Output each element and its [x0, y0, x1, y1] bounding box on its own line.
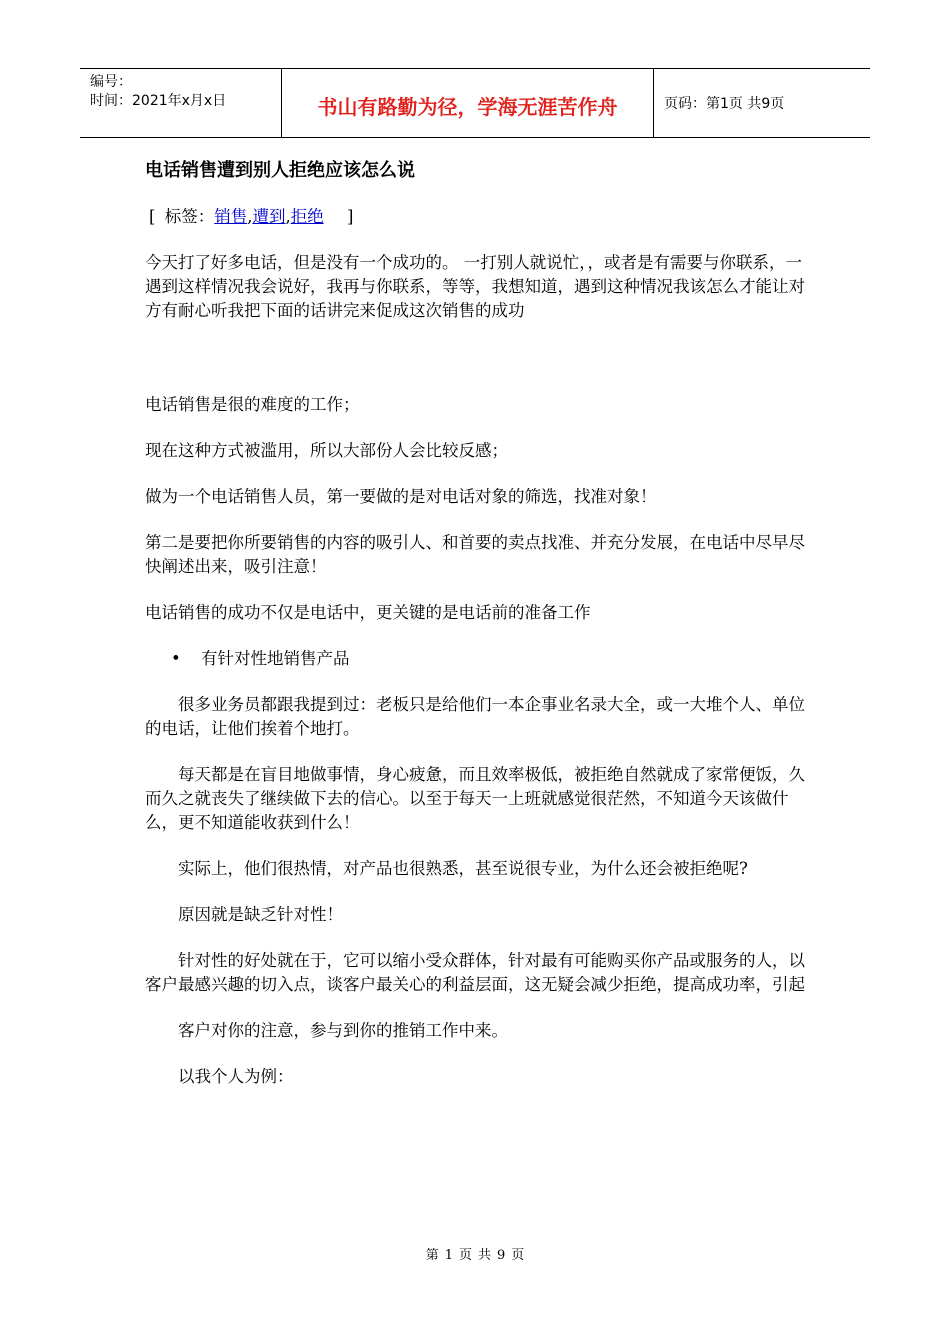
- paragraph-1: 电话销售是很的难度的工作；: [145, 395, 360, 414]
- article-title: 电话销售遭到别人拒绝应该怎么说: [145, 160, 415, 181]
- indented-paragraph-5: 针对性的好处就在于，它可以缩小受众群体，针对最有可能购买你产品或服务的人，以客户最感兴趣的切入点，谈客户最关心的利益层面，这无疑会减少拒绝，提高成功率，引起: [145, 951, 805, 994]
- article-body: [145, 155, 810, 1111]
- paragraph-4: 第二是要把你所要销售的内容的吸引人、和首要的卖点找准、并充分发展，在电话中尽早尽快阐述出来，吸引注意！: [145, 533, 805, 576]
- indented-paragraph-1: 很多业务员都跟我提到过：老板只是给他们一本企事业名录大全，或一大堆个人、单位的电话，让他们挨着个地打。: [145, 695, 805, 738]
- footer-gong: 共: [478, 1248, 492, 1263]
- tags-label: 标签：: [164, 207, 215, 226]
- indented-paragraph-6: 客户对你的注意，参与到你的推销工作中来。: [178, 1021, 508, 1040]
- header-page-label: 页码：第1页 共9页: [664, 96, 785, 112]
- bullet-dot: •: [171, 649, 181, 668]
- indented-paragraph-4: 原因就是缺乏针对性！: [178, 905, 343, 924]
- footer-ye2: 页: [511, 1248, 525, 1263]
- page-header: [80, 68, 870, 138]
- tag-link-encounter[interactable]: 遭到: [252, 207, 286, 226]
- indented-paragraph-7: 以我个人为例：: [178, 1067, 294, 1086]
- time-label: 时间：2021年x月x日: [90, 93, 227, 109]
- footer-page-number: 1: [444, 1248, 453, 1263]
- indented-paragraph-3: 实际上，他们很热情，对产品也很熟悉，甚至说很专业，为什么还会被拒绝呢?: [178, 859, 748, 878]
- page-footer: [0, 1244, 950, 1263]
- indented-paragraph-2: 每天都是在盲目地做事情，身心疲惫，而且效率极低，被拒绝自然就成了家常便饭，久而久之就丧失了继续做下去的信心。以至于每天一上班就感觉很茫然，不知道今天该做什么，更不知道能收获到什么！: [145, 765, 805, 832]
- paragraph-3: 做为一个电话销售人员，第一要做的是对电话对象的筛选，找准对象！: [145, 487, 657, 506]
- tag-link-reject[interactable]: 拒绝: [290, 207, 324, 226]
- paragraph-5: 电话销售的成功不仅是电话中，更关键的是电话前的准备工作: [145, 603, 591, 622]
- bullet-text: 有针对性地销售产品: [201, 649, 350, 668]
- bullet-item: [145, 647, 810, 671]
- footer-ye: 页: [458, 1248, 472, 1263]
- paragraph-2: 现在这种方式被滥用，所以大部份人会比较反感；: [145, 441, 508, 460]
- tags-open-bracket: [: [149, 207, 156, 226]
- number-label: 编号：: [90, 74, 132, 90]
- footer-di: 第: [425, 1248, 439, 1263]
- tags-close-bracket: ]: [346, 207, 354, 226]
- header-meta: [80, 69, 282, 137]
- tag-link-sales[interactable]: 销售: [214, 207, 248, 226]
- header-motto: 书山有路勤为径，学海无涯苦作舟: [282, 69, 654, 137]
- footer-total-pages: 9: [497, 1248, 506, 1263]
- tag-line: [ 标签：销售,遭到,拒绝 ]: [149, 207, 354, 226]
- intro-paragraph: 今天打了好多电话，但是没有一个成功的。 一打别人就说忙，，或者是有需要与你联系，一遇到这样情况我会说好，我再与你联系，等等，我想知道，遇到这种情况我该怎么才能让对方有耐心听我把下面的话讲完来促成这次销售的成功: [145, 253, 805, 320]
- spacer: [145, 345, 810, 393]
